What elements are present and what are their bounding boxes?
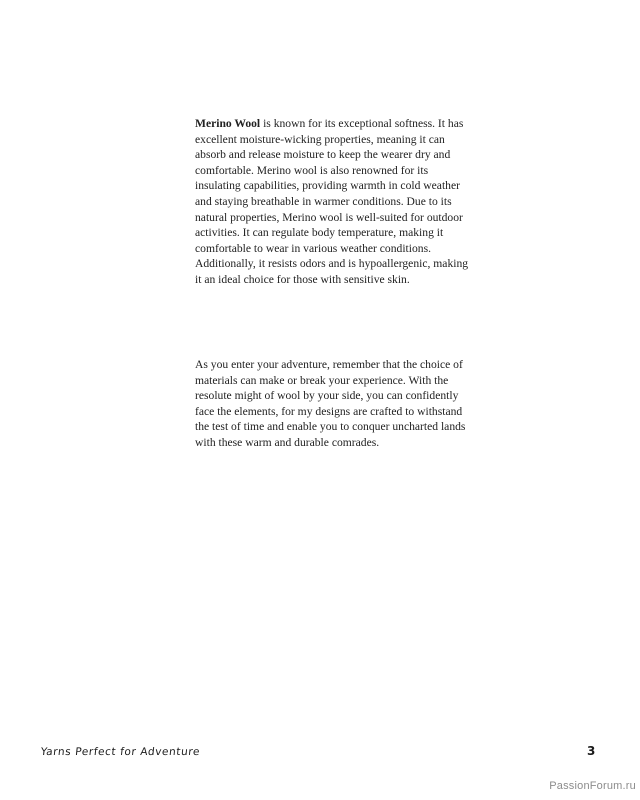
footer-book-title: Yarns Perfect for Adventure	[40, 746, 201, 758]
paragraph-merino-wool	[195, 116, 475, 288]
site-watermark: PassionForum.ru	[549, 780, 636, 792]
paragraph-body-text: is known for its exceptional softness. It has excellent moisture-wicking properties, meaning it can absorb and release moisture to keep the wearer dry and comfortable. Merino wool is also renowned for its insulating capabilities, providing warmth in cold weather and staying breathable in warmer conditions. Due to its natural properties, Merino wool is well-suited for outdoor activities. It can regulate body temperature, making it comfortable to wear in various weather conditions. Additionally, it resists odors and is hypoallergenic, making it an ideal choice for those with sensitive skin.	[195, 117, 469, 286]
page-number: 3	[587, 744, 596, 758]
paragraph-adventure	[195, 357, 475, 451]
paragraph-body-text: As you enter your adventure, remember that the choice of materials can make or break your experience. With the resolute might of wool by your side, you can confidently face the elements, for my designs are crafted to withstand the test of time and enable you to conquer uncharted lands with these warm and durable comrades.	[195, 358, 466, 449]
paragraph-lead-term: Merino Wool	[195, 117, 261, 130]
